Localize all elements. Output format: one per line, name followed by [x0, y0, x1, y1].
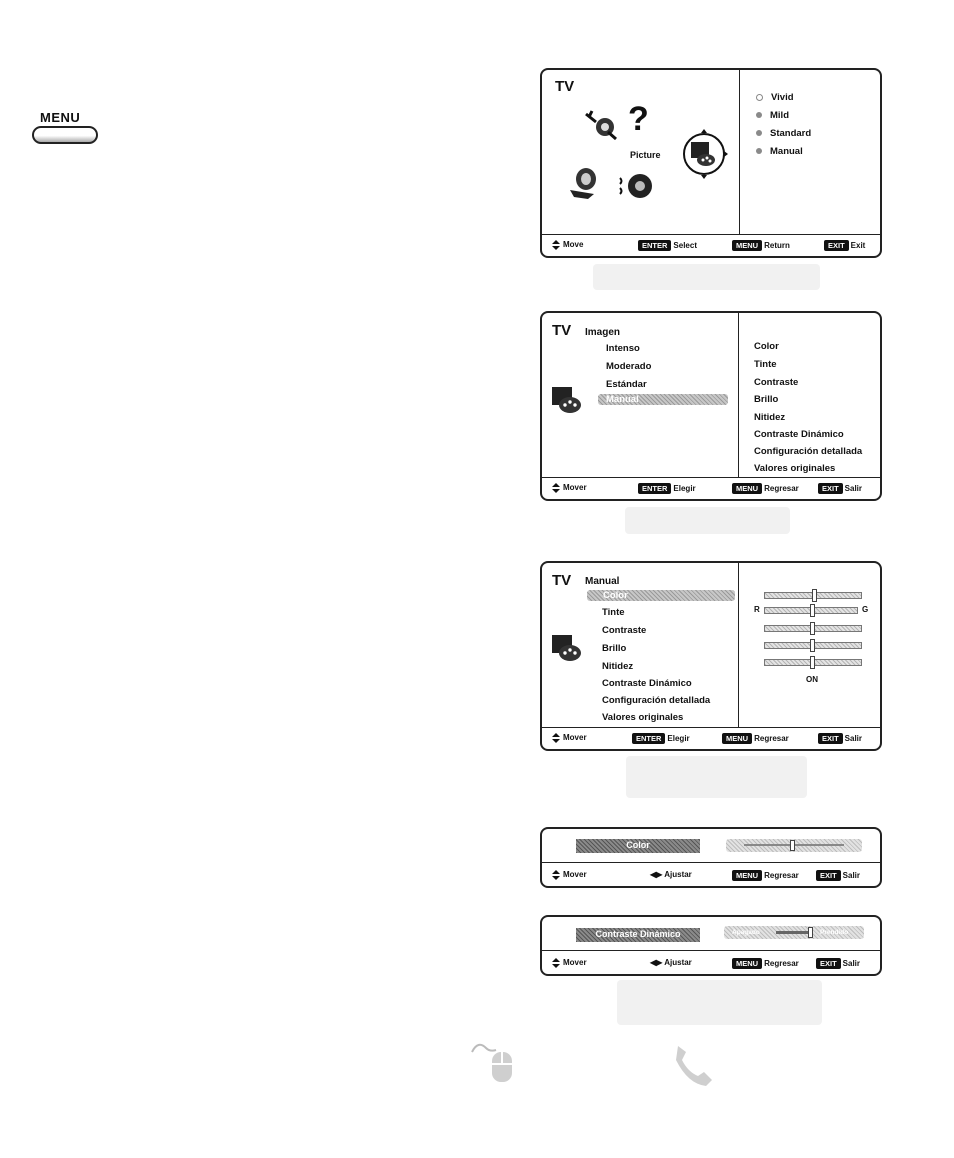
adjust-label-dynamic-contrast: Contraste Dinámico — [576, 928, 700, 942]
caption-placeholder — [625, 507, 790, 534]
menu-item-contraste[interactable]: Contraste — [602, 625, 647, 636]
move-hint: Mover — [552, 958, 587, 968]
enter-hint: ENTER Select — [638, 240, 697, 251]
menu-item-brillo[interactable]: Brillo — [602, 643, 627, 654]
menu-item-intenso[interactable]: Intenso — [606, 343, 640, 354]
up-down-arrow-icon — [552, 483, 560, 493]
on-option: Prendido — [820, 929, 849, 936]
tint-green-label: G — [862, 605, 869, 614]
picture-label: Picture — [630, 150, 661, 160]
menu-item-manual-selected[interactable]: Manual — [598, 394, 728, 405]
caption-placeholder — [617, 980, 822, 1025]
speaker-sound-icon — [618, 170, 654, 202]
menu-item-tinte[interactable]: Tinte — [602, 607, 625, 618]
enter-hint: ENTER Elegir — [632, 733, 690, 744]
slider-knob[interactable] — [790, 840, 795, 851]
move-hint: Mover — [552, 870, 587, 880]
slider-knob[interactable] — [812, 589, 817, 602]
screen-adjust-color — [540, 827, 882, 888]
menu-item-moderado[interactable]: Moderado — [606, 361, 652, 372]
up-down-arrow-icon — [552, 240, 560, 250]
tv-label: TV — [555, 78, 575, 95]
exit-hint: EXIT Salir — [818, 483, 862, 494]
menu-button-icon — [32, 126, 98, 144]
menu-item-nitidez[interactable]: Nitidez — [602, 661, 634, 672]
wrench-settings-icon — [582, 108, 618, 140]
left-right-arrow-icon: ◀▶ — [650, 958, 665, 967]
option-vivid[interactable] — [756, 92, 794, 103]
slider-knob[interactable] — [810, 622, 815, 635]
left-right-arrow-icon: ◀▶ — [650, 870, 665, 879]
off-option: Apagado — [732, 929, 760, 936]
menu-hint: MENU Regresar — [732, 483, 799, 494]
setting-tinte: Tinte — [754, 359, 777, 370]
exit-hint: EXIT Salir — [816, 958, 860, 969]
option-label: Mild — [770, 110, 789, 121]
menu-title: Manual — [585, 576, 620, 587]
caption-placeholder — [626, 756, 807, 798]
option-mild[interactable] — [756, 110, 789, 121]
footer-bar — [542, 727, 880, 749]
screen-adjust-dynamic-contrast — [540, 915, 882, 976]
slider-knob[interactable] — [810, 639, 815, 652]
move-hint: Mover — [552, 733, 587, 743]
adjust-hint: ◀▶ Ajustar — [650, 958, 692, 967]
tv-label: TV — [552, 572, 572, 589]
up-down-arrow-icon — [552, 958, 560, 968]
setting-nitidez: Nitidez — [754, 412, 786, 423]
move-hint: Mover — [552, 483, 587, 493]
option-manual[interactable] — [756, 146, 803, 157]
picture-palette-icon — [550, 385, 584, 415]
up-down-arrow-icon — [552, 870, 560, 880]
mouse-icon — [470, 1038, 516, 1084]
option-label: Manual — [770, 146, 803, 157]
adjust-hint: ◀▶ Ajustar — [650, 870, 692, 879]
footer-bar — [542, 234, 880, 256]
menu-hint: MENU Regresar — [732, 958, 799, 969]
enter-hint: ENTER Elegir — [638, 483, 696, 494]
picture-palette-icon — [550, 633, 584, 663]
dynamic-contrast-switch[interactable] — [724, 926, 864, 939]
slider-knob[interactable] — [810, 656, 815, 669]
menu-hint: MENU Regresar — [732, 870, 799, 881]
setting-color: Color — [754, 341, 779, 352]
option-label: Standard — [770, 128, 812, 139]
menu-title: Imagen — [585, 327, 621, 338]
color-adjust-slider[interactable] — [726, 839, 862, 852]
menu-hint: MENU Regresar — [722, 733, 789, 744]
exit-hint: EXIT Salir — [818, 733, 862, 744]
screen-imagen-menu — [540, 311, 882, 501]
tint-red-label: R — [754, 605, 760, 614]
picture-palette-icon-selected[interactable] — [676, 124, 736, 184]
exit-hint: EXIT Salir — [816, 870, 860, 881]
menu-hint: MENU Return — [732, 240, 790, 251]
menu-item-contraste-dinamico[interactable]: Contraste Dinámico — [602, 678, 692, 689]
adjust-label-color: Color — [576, 839, 700, 853]
exit-hint: EXIT Exit — [824, 240, 865, 251]
slider-knob[interactable] — [808, 927, 813, 938]
footer-bar — [542, 477, 880, 499]
setting-configuracion-detallada: Configuración detallada — [754, 446, 863, 457]
dynamic-contrast-value: ON — [806, 675, 818, 684]
phone-icon — [670, 1042, 716, 1088]
menu-item-color-selected[interactable]: Color — [587, 590, 735, 601]
option-standard[interactable] — [756, 128, 811, 139]
help-icon: ? — [628, 100, 649, 138]
option-label: Vivid — [771, 92, 794, 103]
caption-placeholder — [593, 264, 820, 290]
move-hint: Move — [552, 240, 583, 250]
slider-knob[interactable] — [810, 604, 815, 617]
screen-main-menu — [540, 68, 882, 258]
setting-contraste-dinamico: Contraste Dinámico — [754, 429, 844, 440]
menu-item-valores-originales[interactable]: Valores originales — [602, 712, 684, 723]
satellite-dish-icon — [566, 166, 602, 200]
tv-label: TV — [552, 322, 572, 339]
setting-brillo: Brillo — [754, 394, 779, 405]
menu-item-estandar[interactable]: Estándar — [606, 379, 647, 390]
menu-button-label: MENU — [40, 110, 81, 125]
screen-manual-menu — [540, 561, 882, 751]
setting-contraste: Contraste — [754, 377, 799, 388]
footer-bar — [542, 952, 880, 974]
setting-valores-originales: Valores originales — [754, 463, 836, 474]
menu-item-configuracion-detallada[interactable]: Configuración detallada — [602, 695, 711, 706]
up-down-arrow-icon — [552, 733, 560, 743]
footer-bar — [542, 864, 880, 886]
